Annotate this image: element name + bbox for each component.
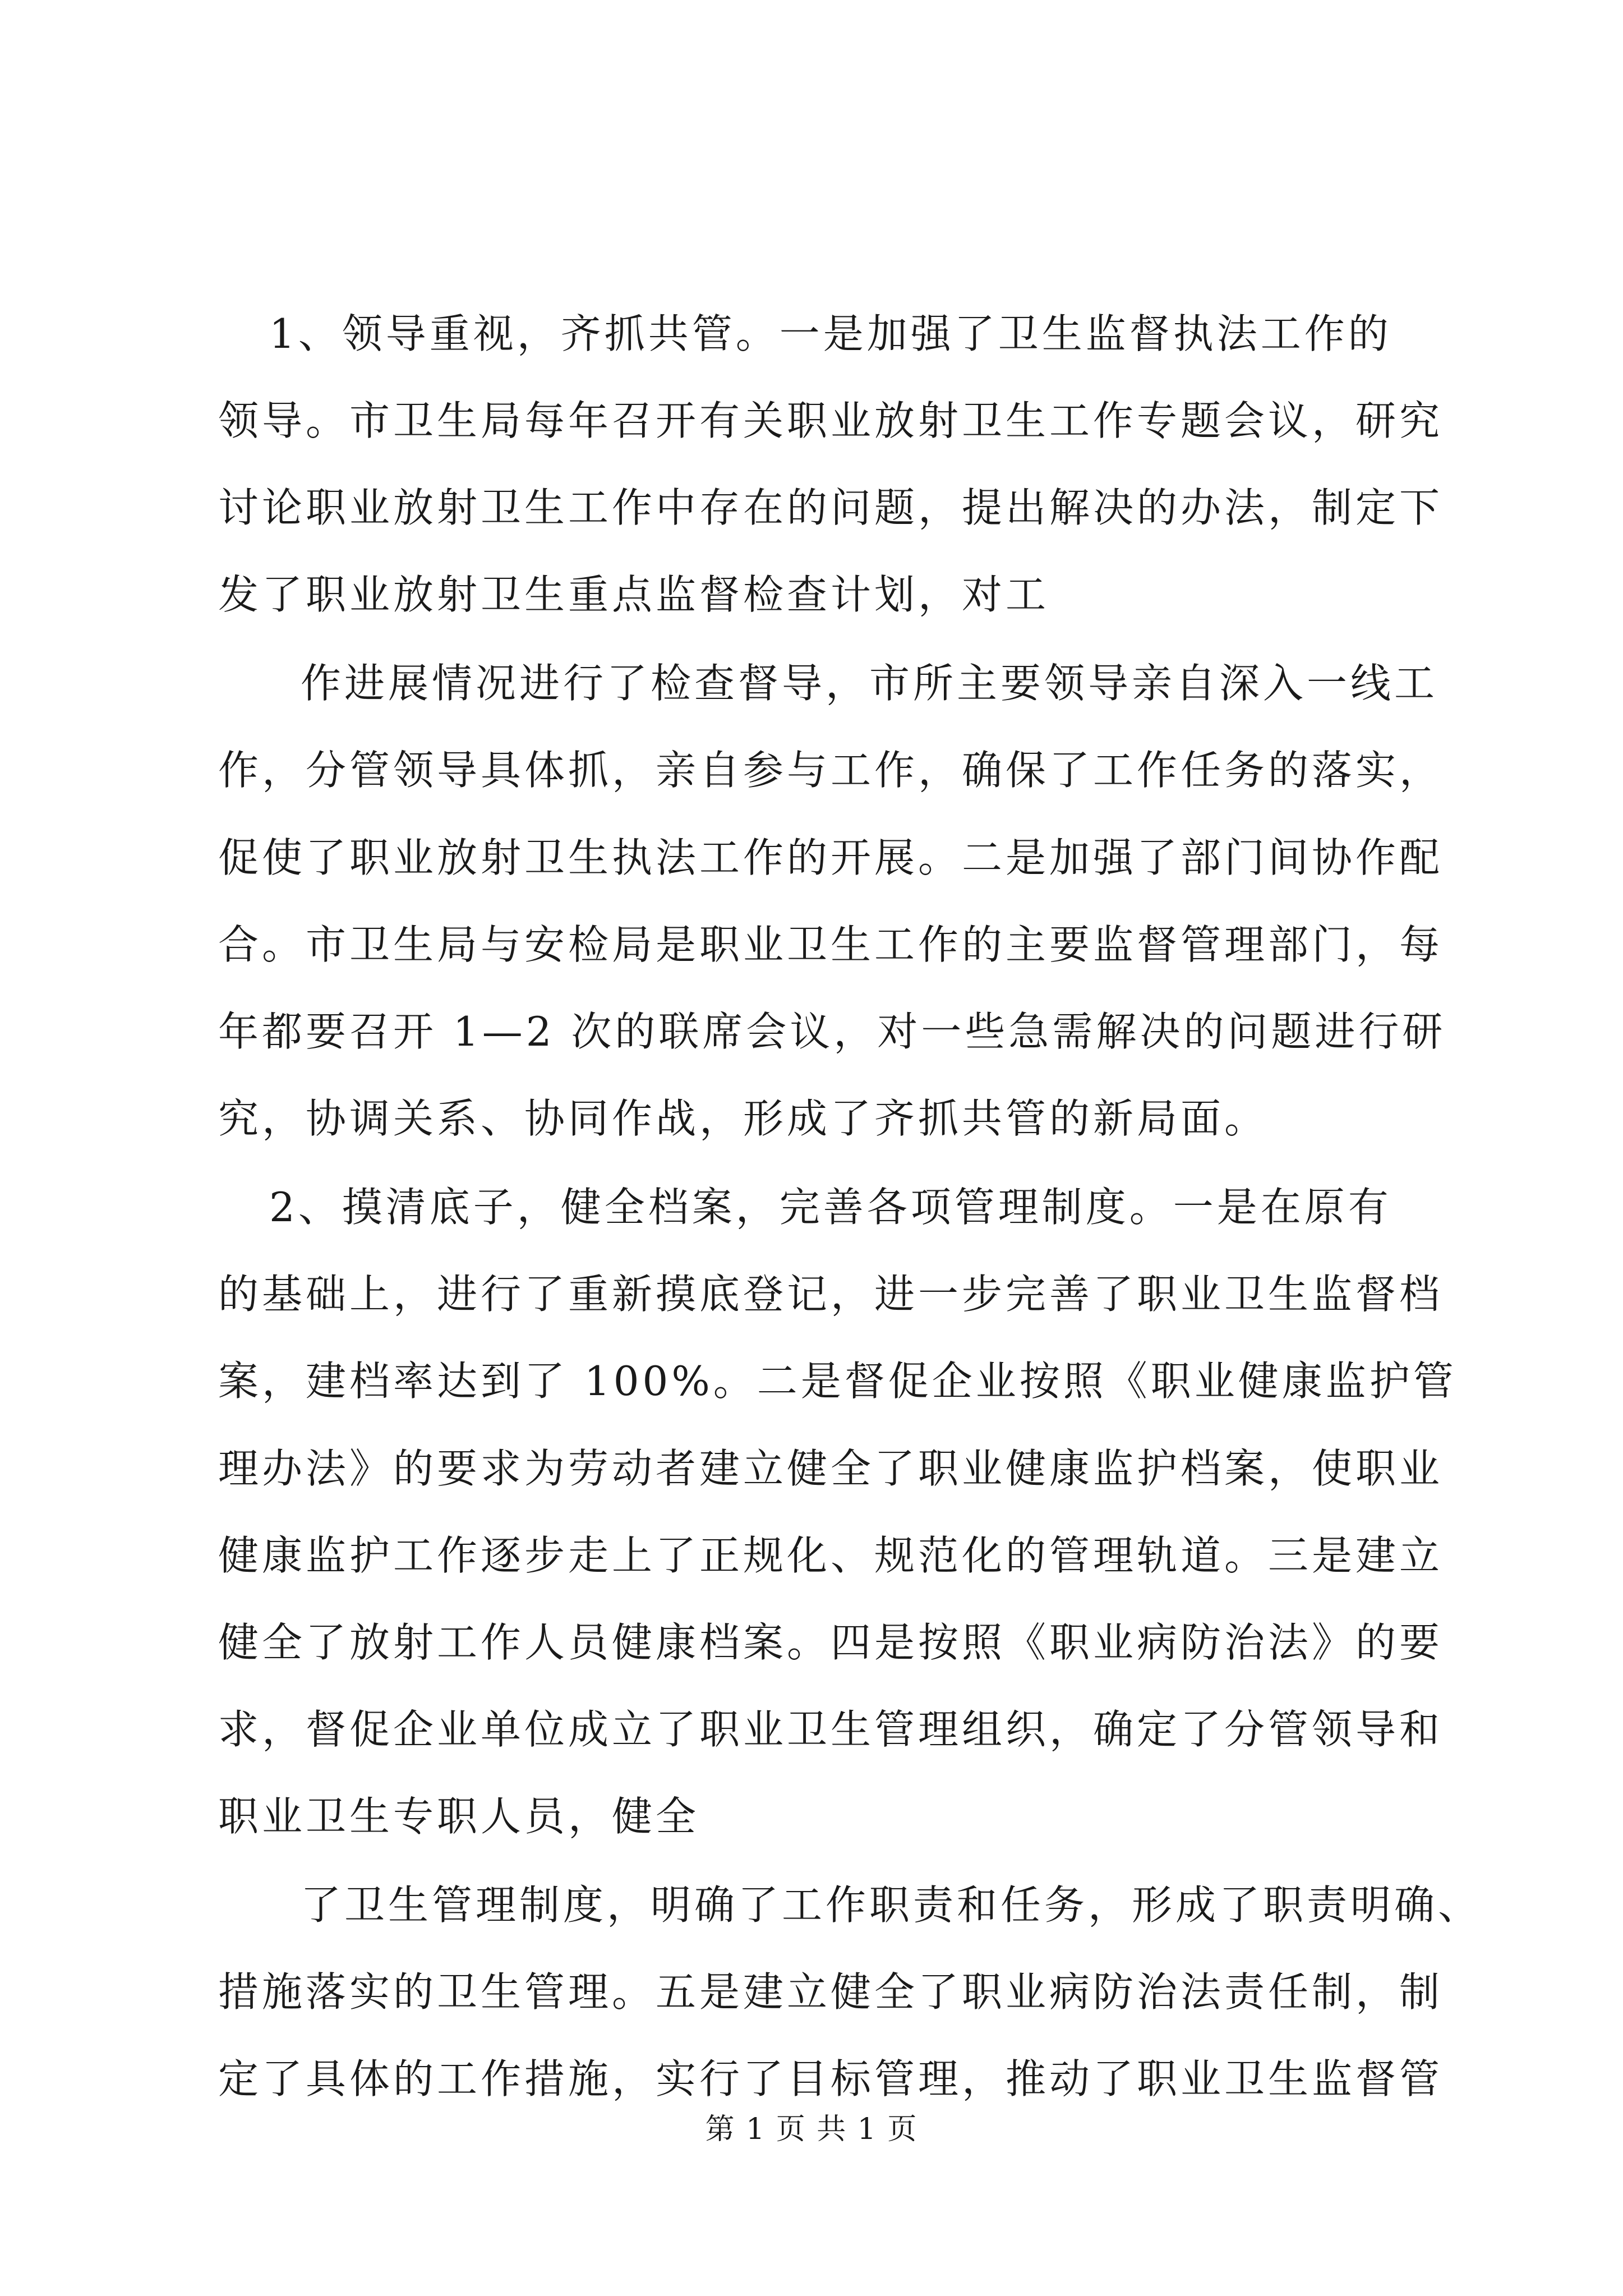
text-line: 1、领导重视，齐抓共管。一是加强了卫生监督执法工作的 [269, 310, 1392, 357]
text-line: 发了职业放射卫生重点监督检查计划，对工 [218, 571, 1050, 618]
text-line: 讨论职业放射卫生工作中存在的问题，提出解决的办法，制定下 [218, 484, 1444, 531]
text-line: 案，建档率达到了 100%。二是督促企业按照《职业健康监护管 [218, 1358, 1457, 1405]
text-line: 健康监护工作逐步走上了正规化、规范化的管理轨道。三是建立 [218, 1532, 1444, 1579]
text-line: 合。市卫生局与安检局是职业卫生工作的主要监督管理部门，每 [218, 921, 1444, 968]
text-line: 作，分管领导具体抓，亲自参与工作，确保了工作任务的落实， [218, 747, 1444, 794]
text-line: 定了具体的工作措施，实行了目标管理，推动了职业卫生监督管 [218, 2055, 1444, 2102]
text-line: 作进展情况进行了检查督导，市所主要领导亲自深入一线工 [301, 660, 1438, 707]
text-line: 职业卫生专职人员，健全 [218, 1793, 700, 1840]
text-line: 促使了职业放射卫生执法工作的开展。二是加强了部门间协作配 [218, 834, 1444, 881]
text-line: 措施落实的卫生管理。五是建立健全了职业病防治法责任制，制 [218, 1968, 1444, 2016]
text-line: 理办法》的要求为劳动者建立健全了职业健康监护档案，使职业 [218, 1445, 1444, 1492]
text-line: 年都要召开 1—2 次的联席会议，对一些急需解决的问题进行研 [218, 1008, 1446, 1055]
text-line: 2、摸清底子，健全档案，完善各项管理制度。一是在原有 [269, 1184, 1392, 1231]
text-line: 领导。市卫生局每年召开有关职业放射卫生工作专题会议，研究 [218, 397, 1444, 444]
text-line: 的基础上，进行了重新摸底登记，进一步完善了职业卫生监督档 [218, 1271, 1444, 1318]
text-line: 究，协调关系、协同作战，形成了齐抓共管的新局面。 [218, 1095, 1269, 1142]
text-line: 健全了放射工作人员健康档案。四是按照《职业病防治法》的要 [218, 1619, 1444, 1666]
text-line: 求，督促企业单位成立了职业卫生管理组织，确定了分管领导和 [218, 1706, 1444, 1753]
page-footer: 第 1 页 共 1 页 [705, 2113, 918, 2146]
text-line: 了卫生管理制度，明确了工作职责和任务，形成了职责明确、 [301, 1881, 1482, 1929]
